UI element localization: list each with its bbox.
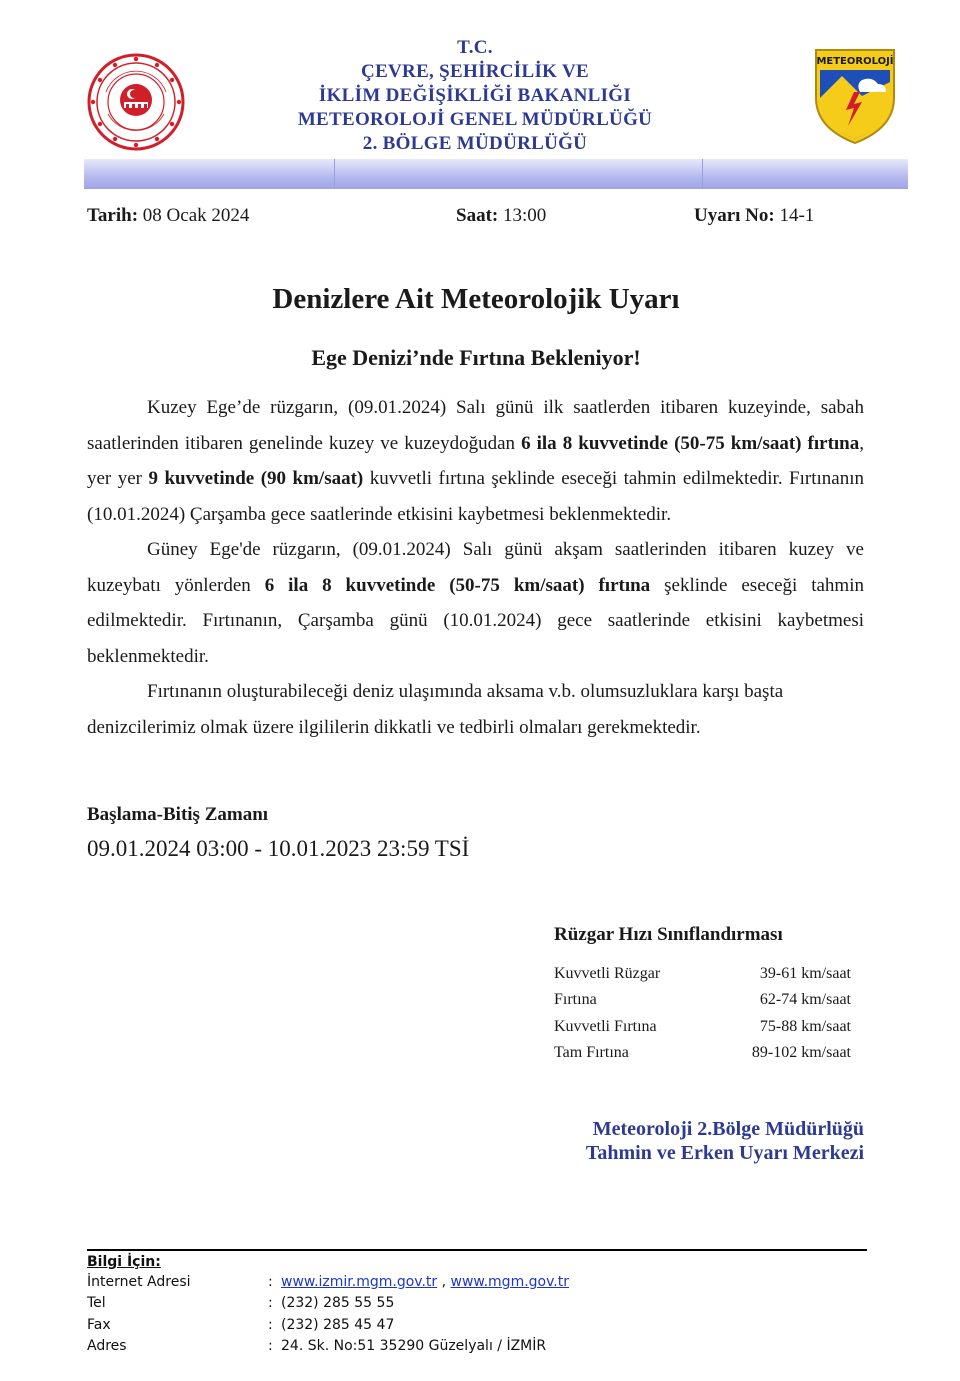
wind-class-label: Kuvvetli Fırtına	[554, 1018, 657, 1035]
band-divider	[334, 159, 335, 189]
website-link-mgm[interactable]: www.mgm.gov.tr	[450, 1274, 570, 1290]
footer-fax-label: Fax	[87, 1317, 111, 1333]
footer-colon: :	[268, 1274, 273, 1290]
footer-colon: :	[268, 1338, 273, 1354]
p1-text-e: kuvvetli fırtına şeklinde eseceği tahmin edilmektedir. Fırtınanın (10.01.2024) Çarşamba gece saatlerinde etkisini kaybetmesi beklenmektedir.	[87, 468, 864, 525]
warning-body	[87, 390, 864, 745]
time-value: 13:00	[502, 205, 547, 226]
time-label: Saat:	[456, 205, 499, 226]
p1-bold-storm: 6 ila 8 kuvvetinde (50-75 km/saat) fırtına	[521, 432, 860, 454]
meta-time	[456, 205, 546, 227]
wind-table-row	[554, 965, 851, 991]
p1-text-a: Kuzey Ege’de rüzgarın, (09.01.2024) Salı günü ilk saatlerden itibaren kuzeyinde, sabah saatlerinden itibaren genelinde kuzey ve kuzeydoğudan	[87, 397, 864, 454]
wind-table-row	[554, 1018, 851, 1044]
footer-internet-links	[281, 1274, 569, 1290]
meta-warning-no	[694, 205, 814, 227]
signature-line-1: Meteoroloji 2.Bölge Müdürlüğü	[592, 1118, 864, 1140]
warning-value: 14-1	[779, 205, 815, 226]
page-title: Denizlere Ait Meteorolojik Uyarı	[272, 283, 680, 315]
wind-class-label: Kuvvetli Rüzgar	[554, 965, 661, 982]
header-band	[84, 159, 908, 189]
meteoroloji-logo	[812, 46, 898, 146]
p2-text-a: Güney Ege'de rüzgarın, (09.01.2024) Salı günü akşam saatlerinden itibaren kuzey ve kuzeybatı yönlerden	[87, 539, 864, 596]
footer-title: Bilgi İçin:	[87, 1254, 161, 1270]
wind-class-value: 62-74 km/saat	[759, 991, 851, 1008]
warning-label: Uyarı No:	[694, 205, 775, 226]
p2-bold-storm: 6 ila 8 kuvvetinde (50-75 km/saat) fırtına	[264, 574, 651, 596]
p1-text-c: , yer yer	[87, 432, 865, 489]
paragraph-advisory: Fırtınanın oluşturabileceği deniz ulaşımında aksama v.b. olumsuzluklara karşı başta denizcilerimiz olmak üzere ilgililerin dikkatli ve tedbirli olmaları gerekmektedir.	[87, 681, 784, 738]
wind-class-label: Fırtına	[554, 991, 597, 1008]
date-value: 08 Ocak 2024	[142, 205, 250, 226]
wind-table-row	[554, 1044, 851, 1070]
wind-table-title: Rüzgar Hızı Sınıflandırması	[554, 924, 783, 945]
header-line-tc: T.C.	[457, 37, 493, 58]
date-label: Tarih:	[87, 205, 139, 226]
p2-text-c: şeklinde eseceği tahmin edilmektedir. Fırtınanın, Çarşamba günü (10.01.2024) gece saatlerinde etkisini kaybetmesi beklenmektedir.	[87, 574, 864, 667]
footer-colon: :	[268, 1317, 273, 1333]
period-label: Başlama-Bitiş Zamanı	[87, 804, 269, 825]
wind-class-label: Tam Fırtına	[554, 1044, 629, 1061]
link-separator: ,	[437, 1274, 451, 1290]
footer-address-label: Adres	[87, 1338, 127, 1354]
page-subtitle: Ege Denizi’nde Fırtına Bekleniyor!	[311, 345, 641, 370]
footer-tel-label: Tel	[87, 1295, 106, 1311]
footer-address-value: 24. Sk. No:51 35290 Güzelyalı / İZMİR	[281, 1338, 547, 1354]
ministry-seal-logo	[86, 52, 186, 152]
footer-fax-value: (232) 285 45 47	[281, 1317, 395, 1333]
wind-table-row	[554, 991, 851, 1017]
website-link-izmir[interactable]: www.izmir.mgm.gov.tr	[281, 1274, 438, 1290]
footer-colon: :	[268, 1295, 273, 1311]
header-line-ministry-2: İKLİM DEĞİŞİKLİĞİ BAKANLIĞI	[318, 85, 632, 106]
logo-text: METEOROLOJİ	[816, 56, 894, 67]
meta-date	[87, 205, 249, 227]
wind-class-value: 89-102 km/saat	[751, 1044, 851, 1061]
p1-bold-force9: 9 kuvvetinde (90 km/saat)	[148, 468, 364, 489]
header-line-directorate: METEOROLOJİ GENEL MÜDÜRLÜĞÜ	[297, 109, 653, 130]
wind-class-value: 39-61 km/saat	[759, 965, 851, 982]
footer-tel-value: (232) 285 55 55	[281, 1295, 395, 1311]
wind-class-value: 75-88 km/saat	[759, 1018, 851, 1035]
footer-divider	[87, 1249, 867, 1251]
period-value: 09.01.2024 03:00 - 10.01.2023 23:59 TSİ	[87, 836, 470, 861]
header-line-region: 2. BÖLGE MÜDÜRLÜĞÜ	[362, 133, 588, 154]
header-line-ministry-1: ÇEVRE, ŞEHİRCİLİK VE	[361, 61, 589, 82]
band-divider	[702, 159, 703, 189]
paragraph-north-aegean	[87, 390, 864, 532]
paragraph-south-aegean	[87, 532, 864, 674]
footer-internet-label: İnternet Adresi	[87, 1274, 191, 1290]
signature-line-2: Tahmin ve Erken Uyarı Merkezi	[585, 1142, 864, 1164]
